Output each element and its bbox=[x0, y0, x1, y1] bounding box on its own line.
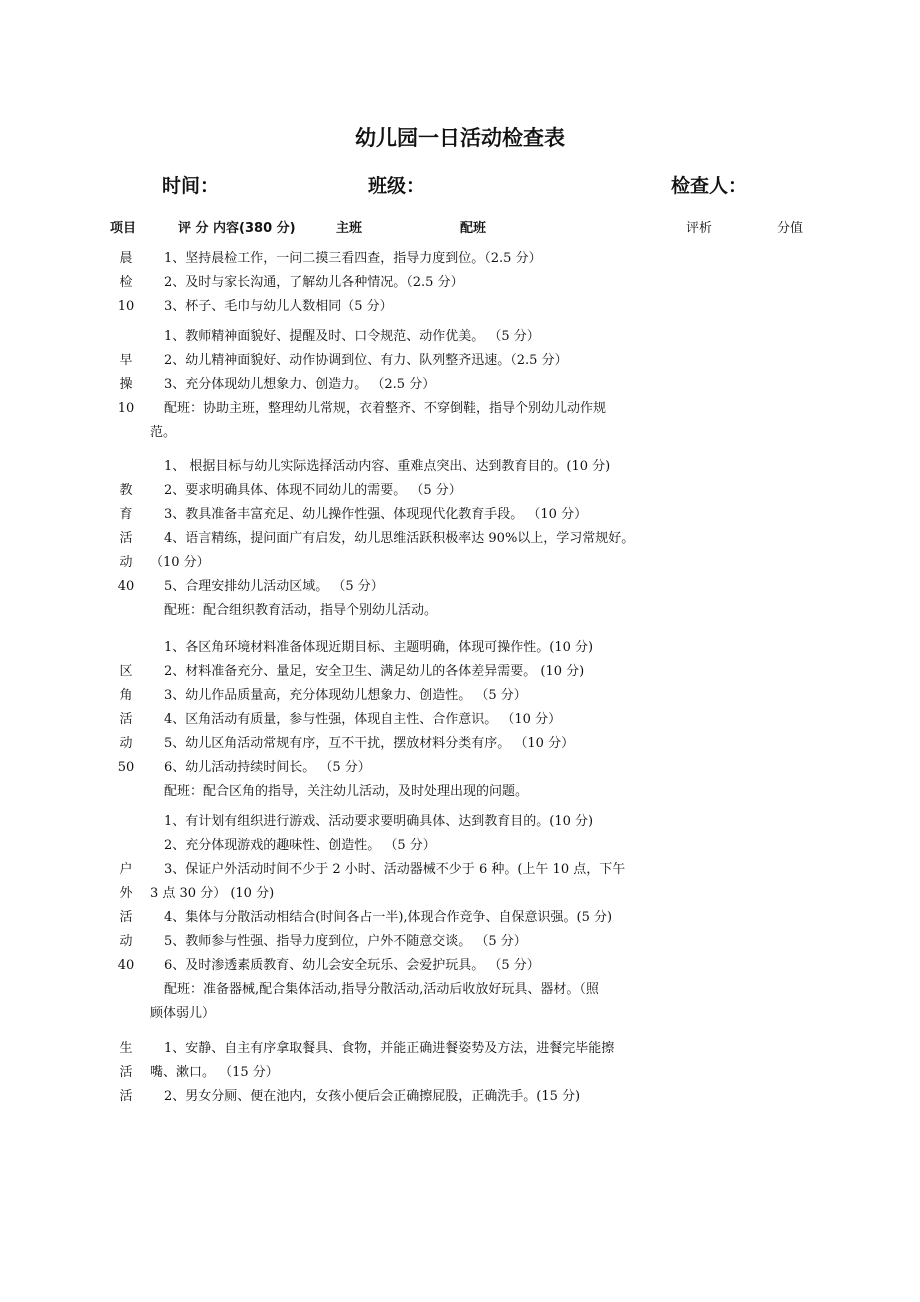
inspector-label: 检查人： bbox=[671, 175, 748, 197]
criteria-line: 4、集体与分散活动相结合(时间各占一半),体现合作竞争、自保意识强。(5 分) bbox=[164, 910, 613, 925]
section-label: 50 bbox=[117, 760, 135, 775]
section-label: 检 bbox=[119, 275, 133, 290]
section-label: 晨 bbox=[119, 251, 133, 266]
criteria-line: 1、教师精神面貌好、提醒及时、口令规范、动作优美。 （5 分） bbox=[164, 329, 540, 344]
page-title: 幼儿园一日活动检查表 bbox=[355, 126, 565, 150]
criteria-line: 1、各区角环境材料准备体现近期目标、主题明确，体现可操作性。(10 分) bbox=[164, 640, 594, 655]
criteria-line: 配班：准备器械,配合集体活动,指导分散活动,活动后收放好玩具、器材。（照 bbox=[164, 982, 599, 997]
criteria-line: 1、安静、自主有序拿取餐具、食物，并能正确进餐姿势及方法，进餐完毕能擦 bbox=[164, 1041, 615, 1056]
criteria-line: 2、男女分厕、便在池内，女孩小便后会正确擦屁股，正确洗手。(15 分) bbox=[164, 1089, 581, 1104]
criteria-line: 配班：配合区角的指导，关注幼儿活动，及时处理出现的问题。 bbox=[164, 784, 529, 799]
section-label: 操 bbox=[119, 377, 133, 392]
criteria-line: 3、教具准备丰富充足、幼儿操作性强、体现现代化教育手段。 （10 分） bbox=[164, 507, 588, 522]
criteria-line: 范。 bbox=[150, 425, 177, 440]
criteria-line: 顾体弱儿） bbox=[150, 1006, 216, 1021]
criteria-line: 6、幼儿活动持续时间长。 （5 分） bbox=[164, 760, 371, 775]
header-score: 分值 bbox=[777, 221, 804, 236]
section-label: 外 bbox=[119, 886, 133, 901]
criteria-line: 1、坚持晨检工作，一问二摸三看四查，指导力度到位。（2.5 分） bbox=[164, 251, 542, 266]
section-label: 角 bbox=[119, 688, 133, 703]
criteria-line: 配班：配合组织教育活动，指导个别幼儿活动。 bbox=[164, 603, 438, 618]
section-label: 动 bbox=[119, 555, 133, 570]
header-main-class: 主班 bbox=[336, 221, 363, 236]
criteria-line: 4、区角活动有质量，参与性强，体现自主性、合作意识。 （10 分） bbox=[164, 712, 562, 727]
criteria-line: 2、要求明确具体、体现不同幼儿的需要。 （5 分） bbox=[164, 483, 462, 498]
header-assist-class: 配班 bbox=[460, 221, 487, 236]
criteria-line: 2、及时与家长沟通，了解幼儿各种情况。（2.5 分） bbox=[164, 275, 464, 290]
section-label: 户 bbox=[119, 862, 133, 877]
section-label: 教 bbox=[119, 483, 133, 498]
criteria-line: 2、充分体现游戏的趣味性、创造性。 （5 分） bbox=[164, 838, 436, 853]
section-label: 40 bbox=[117, 958, 135, 973]
section-label: 动 bbox=[119, 934, 133, 949]
criteria-line: 2、材料准备充分、量足，安全卫生、满足幼儿的各体差异需要。 (10 分) bbox=[164, 664, 585, 679]
section-label: 40 bbox=[117, 579, 135, 594]
section-label: 10 bbox=[117, 401, 135, 416]
criteria-line: 嘴、漱口。 （15 分） bbox=[150, 1065, 279, 1080]
section-label: 早 bbox=[119, 353, 133, 368]
criteria-line: 3 点 30 分） (10 分) bbox=[150, 886, 275, 901]
section-label: 活 bbox=[119, 1089, 133, 1104]
section-label: 育 bbox=[119, 507, 133, 522]
section-label: 活 bbox=[119, 531, 133, 546]
criteria-line: 3、杯子、毛巾与幼儿人数相同（5 分） bbox=[164, 299, 393, 314]
section-label: 动 bbox=[119, 736, 133, 751]
section-label: 活 bbox=[119, 1065, 133, 1080]
section-label: 区 bbox=[119, 664, 133, 679]
criteria-line: （10 分） bbox=[150, 555, 210, 570]
criteria-line: 6、及时渗透素质教育、幼儿会安全玩乐、会爱护玩具。 （5 分） bbox=[164, 958, 540, 973]
section-label: 生 bbox=[119, 1041, 133, 1056]
time-label: 时间： bbox=[162, 175, 220, 197]
criteria-line: 5、教师参与性强、指导力度到位，户外不随意交谈。 （5 分） bbox=[164, 934, 527, 949]
criteria-line: 5、合理安排幼儿活动区域。 （5 分） bbox=[164, 579, 384, 594]
section-label: 10 bbox=[117, 299, 135, 314]
header-item: 项目 bbox=[110, 221, 137, 236]
criteria-line: 1、有计划有组织进行游戏、活动要求要明确具体、达到教育目的。(10 分) bbox=[164, 814, 594, 829]
criteria-line: 2、幼儿精神面貌好、动作协调到位、有力、队列整齐迅速。（2.5 分） bbox=[164, 353, 568, 368]
criteria-line: 配班：协助主班，整理幼儿常规，衣着整齐、不穿倒鞋，指导个别幼儿动作规 bbox=[164, 401, 607, 416]
criteria-line: 3、充分体现幼儿想象力、创造力。 （2.5 分） bbox=[164, 377, 436, 392]
section-label: 活 bbox=[119, 910, 133, 925]
header-comment: 评析 bbox=[686, 221, 713, 236]
header-content: 评 分 内容(380 分) bbox=[178, 221, 296, 236]
criteria-line: 4、语言精练，提问面广有启发，幼儿思维活跃积极率达 90%以上，学习常规好。 bbox=[164, 531, 635, 546]
section-label: 活 bbox=[119, 712, 133, 727]
criteria-line: 3、保证户外活动时间不少于 2 小时、活动器械不少于 6 种。(上午 10 点，下午 bbox=[164, 862, 626, 877]
class-label: 班级： bbox=[368, 175, 426, 197]
criteria-line: 1、 根据目标与幼儿实际选择活动内容、重难点突出、达到教育目的。(10 分) bbox=[164, 459, 611, 474]
criteria-line: 5、幼儿区角活动常规有序，互不干扰，摆放材料分类有序。 （10 分） bbox=[164, 736, 575, 751]
criteria-line: 3、幼儿作品质量高，充分体现幼儿想象力、创造性。 （5 分） bbox=[164, 688, 527, 703]
